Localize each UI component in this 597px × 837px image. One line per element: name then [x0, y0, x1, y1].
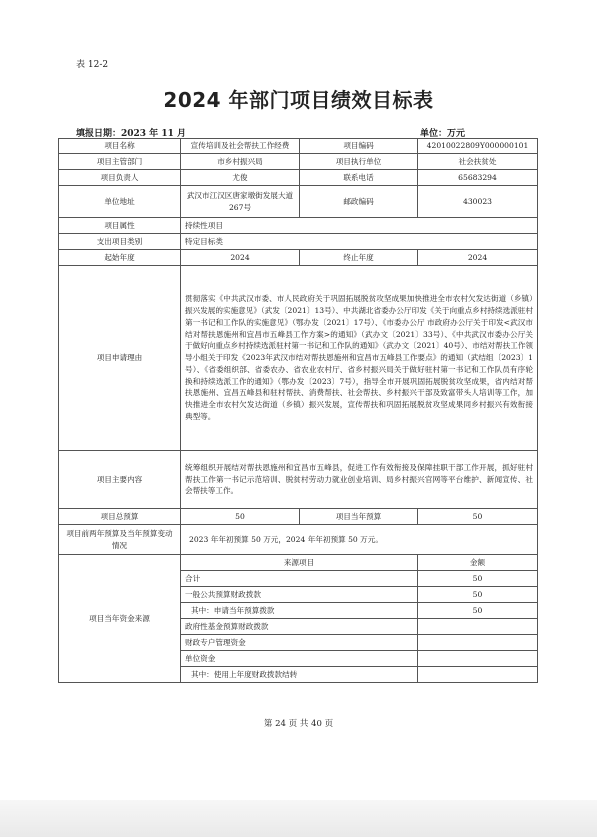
page-number: 第 24 页 共 40 页 [263, 719, 334, 729]
end-year-value: 2024 [418, 250, 538, 266]
table-row [59, 234, 538, 250]
funding-amount [418, 619, 538, 635]
project-name-label: 项目名称 [59, 139, 181, 154]
year-budget-label: 项目当年预算 [300, 509, 418, 525]
table-row [59, 186, 538, 218]
unit-label: 单位：万元 [420, 129, 466, 139]
project-code-label: 项目编码 [300, 139, 418, 154]
table-row [59, 266, 538, 451]
funding-amount: 50 [418, 571, 538, 587]
basis-text: 贯彻落实《中共武汉市委、市人民政府关于巩固拓展脱贫攻坚成果加快推进全市农村欠发达街道（乡镇）振兴发展的实施意见》（武发〔2021〕13号）、中共湖北省委办公厅印发《关于向重点乡村持续选派驻村第一书记和工作队的实施意见》（鄂办发〔2021〕17号）、《市委办公厅 市政府办公厅关于印发<武汉市结对帮扶恩施州和宜昌市五峰县工作方案>的通知》（武办文〔2021〕33号）、《中共武汉市委办公厅关于做好向重点乡村持续选派驻村第一书记和工作队的通知》（武办文〔2021〕40号）、市结对帮扶工作领导小组关于印发《2023年武汉市结对帮扶恩施州和宜昌市五峰县工作要点》的通知（武结组〔2023〕1号）、《省委组织部、省委农办、省农业农村厅、省乡村振兴局关于做好驻村第一书记和工作队员有序轮换和持续选派工作的通知》（鄂办发〔2023〕7号），指导全市开展巩固拓展脱贫攻坚成果，省内结对帮扶恩施州、宜昌五峰县和驻村帮扶、消费帮扶、社会帮扶、乡村振兴干部及致富带头人培训等工作，加快推进全市农村欠发达街道（乡镇）振兴发展，宣传帮扶和巩固拓展脱贫攻坚成果同乡村振兴有效衔接典型等。 [181, 266, 538, 451]
document-title: 2024 年部门项目绩效目标表 [163, 88, 434, 112]
table-row [59, 218, 538, 234]
address-label: 单位地址 [59, 186, 181, 218]
owner-label: 项目负责人 [59, 170, 181, 186]
postcode-label: 邮政编码 [300, 186, 418, 218]
table-row [59, 525, 538, 555]
funding-amount [418, 635, 538, 651]
category-value: 特定目标类 [181, 234, 538, 250]
phone-value: 65683294 [418, 170, 538, 186]
funding-source-header: 来源项目 [181, 555, 418, 571]
owner-value: 尤俊 [181, 170, 300, 186]
attr-value: 持续性项目 [181, 218, 538, 234]
table-row [59, 139, 538, 154]
phone-label: 联系电话 [300, 170, 418, 186]
funding-source: 合计 [181, 571, 418, 587]
prev-change-value: 2023 年年初预算 50 万元，2024 年年初预算 50 万元。 [181, 525, 538, 555]
funding-source: 政府性基金预算财政拨款 [181, 619, 418, 635]
end-year-label: 终止年度 [300, 250, 418, 266]
funding-amount: 50 [418, 587, 538, 603]
project-name-value: 宣传培训及社会帮扶工作经费 [181, 139, 300, 154]
exec-unit-value: 社会扶贫处 [418, 154, 538, 170]
performance-target-table [58, 138, 538, 683]
funding-source: 单位资金 [181, 651, 418, 667]
table-row [59, 451, 538, 509]
start-year-value: 2024 [181, 250, 300, 266]
total-budget-label: 项目总预算 [59, 509, 181, 525]
funding-source: 其中：申请当年预算拨款 [181, 603, 418, 619]
funding-label: 项目当年资金来源 [59, 555, 181, 683]
fill-date: 填报日期：2023 年 11 月 [76, 129, 186, 139]
table-row [59, 250, 538, 266]
funding-amount-header: 金额 [418, 555, 538, 571]
dept-label: 项目主管部门 [59, 154, 181, 170]
table-number: 表 12-2 [76, 60, 109, 70]
year-budget-value: 50 [418, 509, 538, 525]
start-year-label: 起始年度 [59, 250, 181, 266]
postcode-value: 430023 [418, 186, 538, 218]
dept-value: 市乡村振兴局 [181, 154, 300, 170]
total-budget-value: 50 [181, 509, 300, 525]
table-row [59, 509, 538, 525]
page-bottom-margin [0, 800, 597, 837]
attr-label: 项目属性 [59, 218, 181, 234]
prev-change-label: 项目前两年预算及当年预算变动情况 [59, 525, 181, 555]
funding-source: 一般公共预算财政拨款 [181, 587, 418, 603]
funding-amount [418, 651, 538, 667]
project-code-value: 42010022809Y000000101 [418, 139, 538, 154]
content-label: 项目主要内容 [59, 451, 181, 509]
exec-unit-label: 项目执行单位 [300, 154, 418, 170]
funding-amount [418, 667, 538, 683]
table-row [59, 154, 538, 170]
funding-source: 其中：使用上年度财政拨款结转 [181, 667, 418, 683]
funding-source: 财政专户管理资金 [181, 635, 418, 651]
funding-amount: 50 [418, 603, 538, 619]
table-row [59, 555, 538, 571]
basis-label: 项目申请理由 [59, 266, 181, 451]
table-row [59, 170, 538, 186]
address-value: 武汉市江汉区唐家墩街发展大道267号 [181, 186, 300, 218]
content-text: 统筹组织开展结对帮扶恩施州和宜昌市五峰县，促进工作有效衔接及保障挂职干部工作开展，抓好驻村帮扶工作第一书记示范培训、脱贫村劳动力就业创业培训、局乡村振兴官网等平台维护、新闻宣传、社会帮扶等工作。 [181, 451, 538, 509]
category-label: 支出项目类别 [59, 234, 181, 250]
